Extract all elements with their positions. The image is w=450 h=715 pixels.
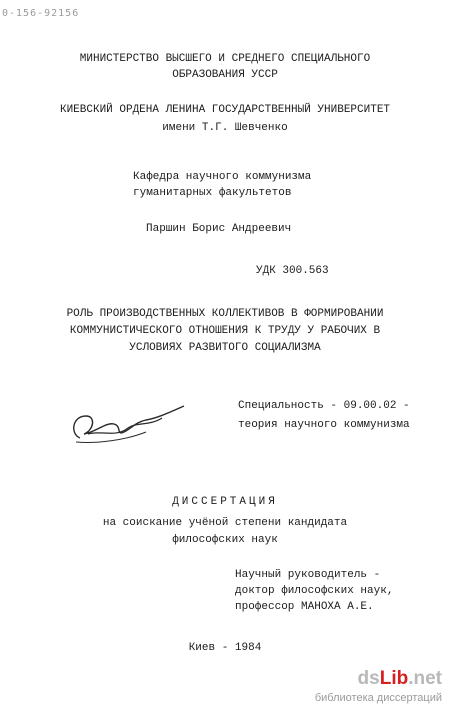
udc-code: УДК 300.563 <box>256 265 329 277</box>
degree-line-2: философских наук <box>172 534 278 546</box>
title-line-1: РОЛЬ ПРОИЗВОДСТВЕННЫХ КОЛЛЕКТИВОВ В ФОРМИРОВАНИИ <box>66 308 384 320</box>
title-line-2: КОММУНИСТИЧЕСКОГО ОТНОШЕНИЯ К ТРУДУ У РАБОЧИХ В <box>69 325 381 337</box>
watermark-logo-net: .net <box>408 668 442 689</box>
watermark-subtitle: библиотека диссертаций <box>314 692 442 704</box>
author-signature <box>66 394 194 452</box>
department-line-1: Кафедра научного коммунизма <box>133 171 312 183</box>
title-line-3: УСЛОВИЯХ РАЗВИТОГО СОЦИАЛИЗМА <box>129 342 321 354</box>
degree-line-1: на соискание учёной степени кандидата <box>102 517 348 529</box>
specialty-line-2: теория научного коммунизма <box>238 419 410 431</box>
university-line-1: КИЕВСКИЙ ОРДЕНА ЛЕНИНА ГОСУДАРСТВЕННЫЙ УНИВЕРСИТЕТ <box>59 104 391 116</box>
department-line-2: гуманитарных факультетов <box>133 187 292 199</box>
watermark-logo <box>315 668 442 690</box>
watermark-logo-lib: Lib <box>379 668 409 689</box>
archive-stamp: 0-156-92156 <box>2 8 80 19</box>
ministry-line-1: МИНИСТЕРСТВО ВЫСШЕГО И СРЕДНЕГО СПЕЦИАЛЬНОГО <box>79 53 371 65</box>
supervisor-line-2: доктор философских наук, <box>235 585 394 597</box>
watermark-logo-ds: ds <box>357 668 380 689</box>
university-line-2: имени Т.Г. Шевченко <box>162 122 288 134</box>
supervisor-line-3: профессор МАНОХА А.Е. <box>235 601 374 613</box>
watermark <box>315 668 442 705</box>
specialty-line-1: Специальность - 09.00.02 - <box>238 400 410 412</box>
place-year: Киев - 1984 <box>188 642 262 654</box>
author-name: Паршин Борис Андреевич <box>146 223 292 235</box>
supervisor-line-1: Научный руководитель - <box>235 569 381 581</box>
document-type: ДИССЕРТАЦИЯ <box>172 496 278 508</box>
ministry-line-2: ОБРАЗОВАНИЯ УССР <box>172 69 278 81</box>
